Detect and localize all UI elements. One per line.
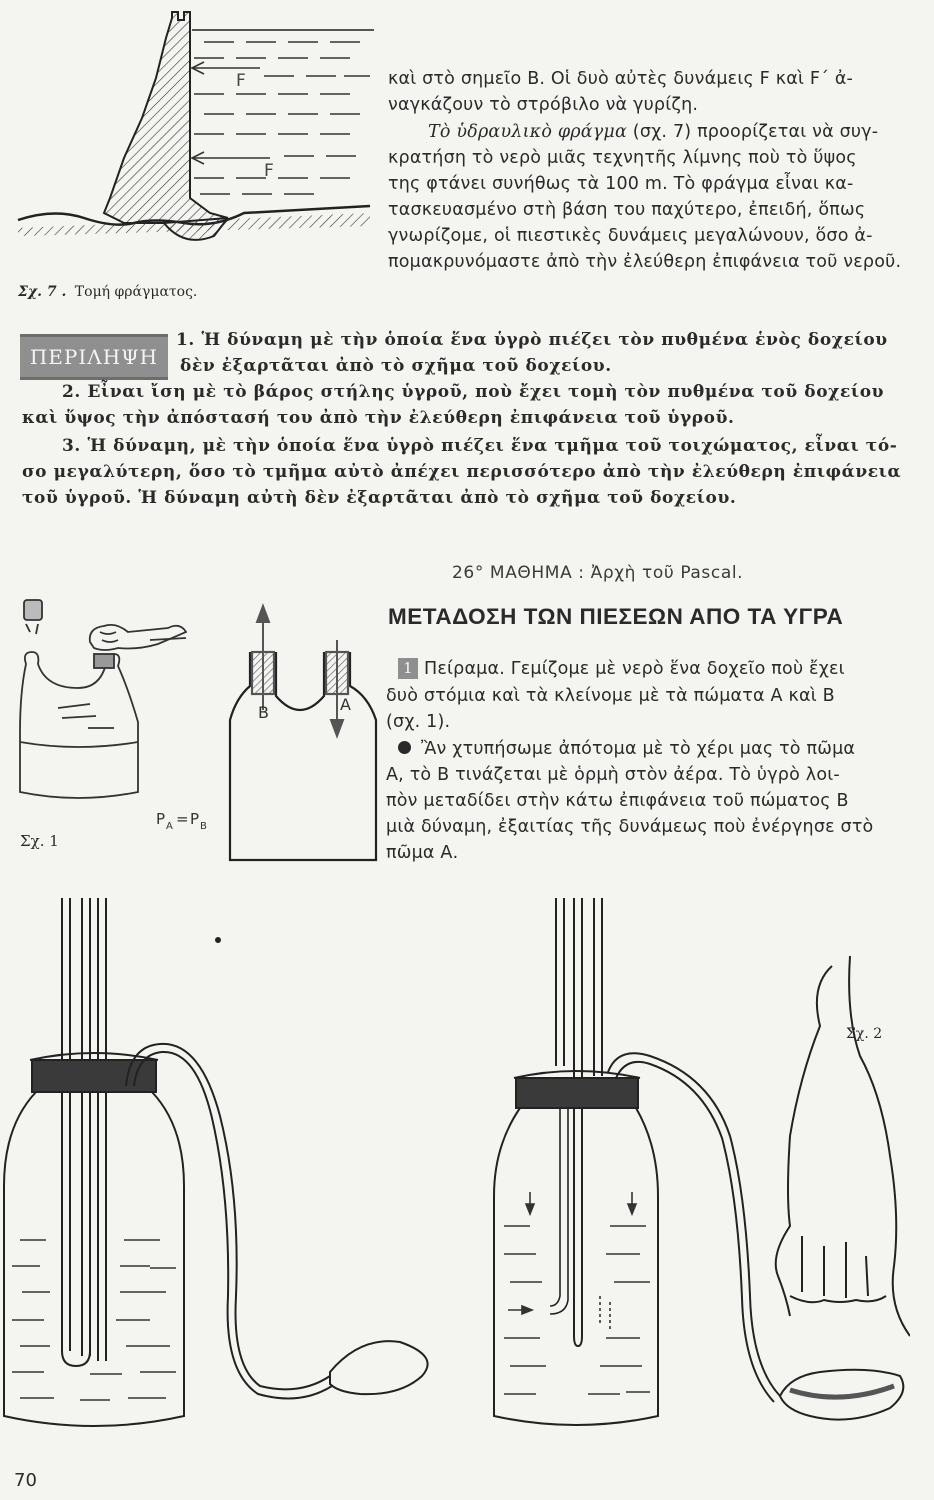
equation-subscript-a: A bbox=[166, 821, 173, 832]
stopper-a-label: Α bbox=[340, 695, 351, 714]
stopper-b-label: Β bbox=[258, 703, 269, 722]
summary-badge: ΠΕΡΙΛΗΨΗ bbox=[20, 334, 168, 380]
text-line: δυὸ στόμια καὶ τὰ κλείνομε μὲ τὰ πώματα Α καὶ Β bbox=[386, 686, 835, 706]
equation-equals: = bbox=[176, 810, 189, 828]
fig1-caption: Σχ. 1 bbox=[20, 832, 59, 850]
text-line: κρατήση τὸ νερὸ μιᾶς τεχνητῆς λίμνης ποὺ τὸ ὕψος bbox=[388, 148, 857, 168]
equation-p-b: P bbox=[190, 810, 200, 828]
fig7-caption-number: Σχ. 7 . bbox=[18, 284, 67, 300]
fig2-caption: Σχ. 2 bbox=[846, 1026, 883, 1042]
text-line: μιὰ δύναμη, ἐξαιτίας τῆς δυνάμεως ποὺ ἐνέργησε στὸ bbox=[386, 817, 874, 837]
force-label-lower: F bbox=[264, 161, 274, 181]
summary-line: 2. Εἶναι ἴση μὲ τὸ βάρος στήλης ὑγροῦ, ποὺ ἔχει τομὴ τὸν πυθμένα τοῦ δοχείου bbox=[62, 382, 885, 402]
text-line: (σχ. 1). bbox=[386, 712, 451, 732]
summary-line: 1. Ἡ δύναμη μὲ τὴν ὁποία ἕνα ὑγρὸ πιέζει τὸν πυθμένα ἑνὸς δοχείου bbox=[176, 330, 888, 350]
text-line: πῶμα Α. bbox=[386, 843, 459, 863]
text-line bbox=[388, 120, 908, 146]
text-fragment: (σχ. 7) προορίζεται νὰ συγ- bbox=[627, 122, 879, 142]
dam-term: Τὸ ὑδραυλικὸ φράγμα bbox=[428, 122, 628, 142]
summary-line: καὶ ὕψος τὴν ἀπόστασή του ἀπὸ τὴν ἐλεύθερη ἐπιφάνεια τοῦ ὑγροῦ. bbox=[22, 408, 735, 428]
text-line: καὶ στὸ σημεῖο Β. Οἱ δυὸ αὐτὲς δυνάμεις F καὶ F΄ ἀ- bbox=[388, 69, 854, 89]
fig2-bottle-left bbox=[0, 896, 440, 1436]
bullet-icon bbox=[398, 741, 411, 754]
equation-p-a: P bbox=[156, 810, 166, 828]
text-line: πομακρυνόμαστε ἀπὸ τὴν ἐλεύθερη ἐπιφάνεια τοῦ νεροῦ. bbox=[388, 252, 902, 272]
fig1-jar-diagram bbox=[150, 600, 390, 870]
fig2-bottle-right bbox=[490, 896, 910, 1436]
text-line: Α, τὸ Β τινάζεται μὲ ὁρμὴ στὸν ἀέρα. Τὸ ὑγρὸ λοι- bbox=[386, 765, 840, 785]
pressure-equation bbox=[156, 810, 207, 832]
text-line bbox=[398, 657, 908, 683]
summary-line: 3. Ἡ δύναμη, μὲ τὴν ὁποία ἕνα ὑγρὸ πιέζει ἕνα τμῆμα τοῦ τοιχώματος, εἶναι τό- bbox=[62, 436, 898, 456]
text-line bbox=[398, 737, 908, 763]
section-title: ΜΕΤΑΔΟΣΗ ΤΩΝ ΠΙΕΣΕΩΝ ΑΠΟ ΤΑ ΥΓΡΑ bbox=[388, 604, 844, 629]
summary-line: δὲν ἐξαρτᾶται ἀπὸ τὸ σχῆμα τοῦ δοχείου. bbox=[180, 356, 612, 376]
text-line: ναγκάζουν τὸ στρόβιλο νὰ γυρίζη. bbox=[388, 95, 699, 115]
text-line: γνωρίζομε, οἱ πιεστικὲς δυνάμεις μεγαλώνουν, ὅσο ἀ- bbox=[388, 226, 873, 246]
experiment-marker: 1 bbox=[398, 658, 418, 679]
page-number: 70 bbox=[14, 1470, 37, 1491]
summary-line: σο μεγαλύτερη, ὅσο τὸ τμῆμα αὐτὸ ἀπέχει περισσότερο ἀπὸ τὴν ἐλεύθερη ἐπιφάνεια bbox=[22, 462, 902, 482]
text-line: πὸν μεταδίδει στὴν κάτω ἐπιφάνεια τοῦ πώματος Β bbox=[386, 791, 849, 811]
summary-line: τοῦ ὑγροῦ. Ἡ δύναμη αὐτὴ δὲν ἐξαρτᾶται ἀπὸ τὸ σχῆμα τοῦ δοχείου. bbox=[22, 488, 737, 508]
text-fragment: Πείραμα. Γεμίζομε μὲ νερὸ ἕνα δοχεῖο ποὺ ἔχει bbox=[424, 659, 845, 679]
text-fragment: Ἂν χτυπήσωμε ἀπότομα μὲ τὸ χέρι μας τὸ πῶμα bbox=[421, 739, 856, 759]
force-label-upper: F bbox=[236, 71, 246, 91]
equation-subscript-b: B bbox=[200, 821, 207, 832]
fig7-caption bbox=[18, 284, 197, 300]
fig7-caption-text: Τομή φράγματος. bbox=[74, 284, 198, 300]
lesson-heading: 26° ΜΑΘΗΜΑ : Ἀρχὴ τοῦ Pascal. bbox=[452, 563, 744, 583]
dam-figure bbox=[14, 8, 380, 278]
text-line: τασκευασμένο στὴ βάση του παχύτερο, ἐπειδή, ὅπως bbox=[388, 200, 866, 220]
text-line: της φτάνει συνήθως τὰ 100 m. Τὸ φράγμα εἶναι κα- bbox=[388, 174, 854, 194]
